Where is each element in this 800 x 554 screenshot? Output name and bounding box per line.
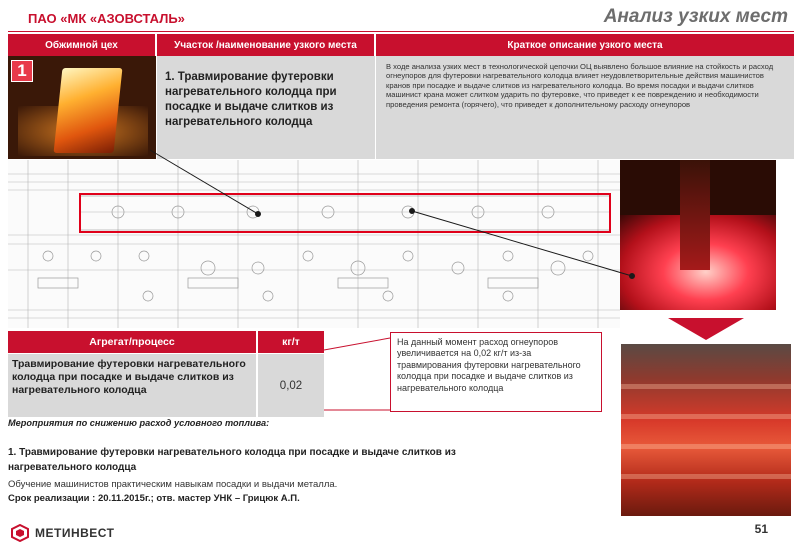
measure-detail: Обучение машинистов практическим навыкам посадки и выдачи металла. [8,479,338,490]
drawing-schematic [8,160,620,328]
measures-title: Мероприятия по снижению расход условного топлива: [8,418,270,428]
measure-item: 1. Травмирование футеровки нагревательного колодца при посадке и выдаче слитков из нагревательного колодца [8,447,456,473]
arrow-down-icon [668,318,744,340]
callout-box: На данный момент расход огнеупоров увеличивается на 0,02 кг/т из-за травмирования футеровки нагревательного колодца при посадке и выдаче слитков из нагревательного колодца [390,332,602,412]
col-header-aggregate: Агрегат/процесс [8,331,256,353]
company-logo [10,524,115,542]
bottleneck-description: В ходе анализа узких мест в технологической цепочки ОЦ выявлено большое влияние на стойкость и расход огнеупоров для футеровки нагревательного колодца влияет неудовлетворительные действия машинистов кранов при посадке и выдаче слитков из нагревательного колодца. Во время посадки и выдачи слитков машинист крана может слитком ударить по футеровке, что приведет к ее повреждению и необходимости проведения ремонта (горячего), что приведет к дополнительному расходу огнеупоров [376,56,794,159]
col-header-section: Участок /наименование узкого места [157,34,375,56]
aggregate-process-name: Травмирование футеровки нагревательного колодца при посадке и выдаче слитков из нагревательного колодца [8,354,256,417]
col-header-shop: Обжимной цех [8,34,156,56]
bottleneck-name: 1. Травмирование футеровки нагревательного колодца при посадке и выдаче слитков из нагревательного колодца [157,56,375,159]
title-divider [8,31,794,32]
company-name: ПАО «МК «АЗОВСТАЛЬ» [28,11,185,26]
aggregate-value: 0,02 [258,354,324,417]
highlight-frame [80,194,610,232]
logo-icon [10,524,30,542]
bottleneck-table [8,34,794,159]
slide-title: Анализ узких мест [603,6,788,27]
technical-drawing [8,160,620,328]
number-badge: 1 [11,60,33,82]
measure-deadline: Срок реализации : 20.11.2015г.; отв. мастер УНК – Грицюк А.П. [8,493,300,504]
crane-ingot-photo [620,160,776,310]
col-header-unit: кг/т [258,331,324,353]
page-number: 51 [754,522,768,536]
lining-damage-photo [621,344,791,516]
aggregate-table [8,331,324,417]
logo-text: МЕТИНВЕСТ [35,526,115,540]
col-header-description: Краткое описание узкого места [376,34,794,56]
